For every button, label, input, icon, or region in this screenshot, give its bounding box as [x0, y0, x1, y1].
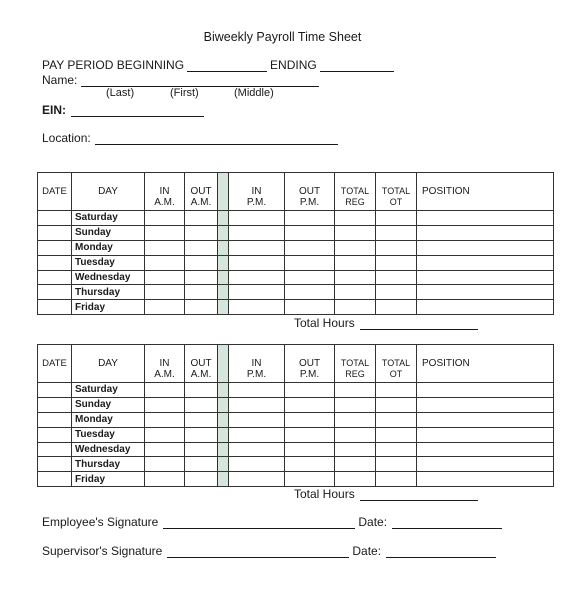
in-pm-cell[interactable]: [229, 397, 285, 412]
in-am-cell[interactable]: [145, 255, 185, 270]
table-row: [38, 427, 554, 442]
out-am-cell[interactable]: [185, 270, 218, 285]
table-row: [38, 412, 554, 427]
in-pm-cell[interactable]: [229, 300, 285, 315]
total-hours-field[interactable]: [360, 318, 478, 330]
in-pm-cell[interactable]: [229, 472, 285, 487]
out-am-cell[interactable]: [185, 442, 218, 457]
name-first-label: (First): [170, 87, 199, 99]
name-field[interactable]: [81, 75, 319, 87]
pay-period-beginning-field[interactable]: [187, 60, 267, 72]
out-pm-cell[interactable]: [285, 285, 335, 300]
ein-row: [42, 103, 207, 117]
position-cell[interactable]: [417, 472, 554, 487]
ein-field[interactable]: [71, 105, 204, 117]
position-cell[interactable]: [417, 225, 554, 240]
total-reg-cell[interactable]: [335, 285, 376, 300]
table-row: [38, 300, 554, 315]
in-am-cell[interactable]: [145, 427, 185, 442]
total-ot-cell[interactable]: [376, 285, 417, 300]
in-am-cell[interactable]: [145, 442, 185, 457]
day-cell: Monday: [72, 240, 145, 255]
in-am-cell[interactable]: [145, 397, 185, 412]
position-cell[interactable]: [417, 240, 554, 255]
header-day: DAY: [72, 345, 145, 383]
total-reg-cell[interactable]: [335, 442, 376, 457]
in-am-cell[interactable]: [145, 412, 185, 427]
day-cell: Sunday: [72, 225, 145, 240]
day-cell: Wednesday: [72, 442, 145, 457]
total-reg-cell[interactable]: [335, 457, 376, 472]
out-pm-cell[interactable]: [285, 442, 335, 457]
name-middle-label: (Middle): [234, 87, 274, 99]
out-am-cell[interactable]: [185, 412, 218, 427]
table-row: [38, 472, 554, 487]
table-row: [38, 397, 554, 412]
out-am-cell[interactable]: [185, 255, 218, 270]
location-field[interactable]: [95, 133, 338, 145]
ein-label: EIN:: [42, 103, 66, 117]
in-pm-cell[interactable]: [229, 270, 285, 285]
total-hours-label: Total Hours: [294, 487, 355, 501]
out-am-cell[interactable]: [185, 427, 218, 442]
day-cell: Thursday: [72, 457, 145, 472]
total-ot-cell[interactable]: [376, 270, 417, 285]
pay-period-ending-field[interactable]: [320, 60, 394, 72]
header-total-ot: TOTAL OT: [376, 173, 417, 211]
date-cell[interactable]: [38, 211, 72, 226]
total-ot-cell[interactable]: [376, 211, 417, 226]
out-am-cell[interactable]: [185, 457, 218, 472]
position-cell[interactable]: [417, 211, 554, 226]
total-hours-field[interactable]: [360, 489, 478, 501]
location-label: Location:: [42, 131, 91, 145]
date-cell[interactable]: [38, 412, 72, 427]
employee-signature-field[interactable]: [163, 517, 355, 529]
date-cell[interactable]: [38, 427, 72, 442]
out-am-cell[interactable]: [185, 285, 218, 300]
total-hours-row-week-1: [294, 316, 481, 330]
position-cell[interactable]: [417, 457, 554, 472]
date-cell[interactable]: [38, 270, 72, 285]
total-reg-cell[interactable]: [335, 412, 376, 427]
day-cell: Friday: [72, 300, 145, 315]
total-ot-cell[interactable]: [376, 240, 417, 255]
total-reg-cell[interactable]: [335, 427, 376, 442]
total-ot-cell[interactable]: [376, 397, 417, 412]
pay-period-beginning-label: PAY PERIOD BEGINNING: [42, 58, 185, 72]
in-am-cell[interactable]: [145, 383, 185, 398]
total-reg-cell[interactable]: [335, 383, 376, 398]
date-cell[interactable]: [38, 255, 72, 270]
supervisor-date-label: Date:: [352, 544, 382, 558]
week-2-body: [38, 383, 554, 487]
out-am-cell[interactable]: [185, 383, 218, 398]
timesheet-table-week-1: [37, 172, 554, 315]
total-ot-cell[interactable]: [376, 472, 417, 487]
in-am-cell[interactable]: [145, 285, 185, 300]
out-pm-cell[interactable]: [285, 211, 335, 226]
timesheet-table-week-2: [37, 344, 554, 487]
in-am-cell[interactable]: [145, 472, 185, 487]
total-ot-cell[interactable]: [376, 457, 417, 472]
out-pm-cell[interactable]: [285, 383, 335, 398]
table-row: [38, 255, 554, 270]
position-cell[interactable]: [417, 383, 554, 398]
date-cell[interactable]: [38, 285, 72, 300]
date-cell[interactable]: [38, 300, 72, 315]
total-ot-cell[interactable]: [376, 427, 417, 442]
table-row: [38, 383, 554, 398]
table-row: [38, 240, 554, 255]
header-in-pm: IN P.M.: [229, 345, 285, 383]
out-pm-cell[interactable]: [285, 225, 335, 240]
out-pm-cell[interactable]: [285, 472, 335, 487]
table-row: [38, 211, 554, 226]
position-cell[interactable]: [417, 270, 554, 285]
header-out-pm: OUT P.M.: [285, 173, 335, 211]
out-am-cell[interactable]: [185, 240, 218, 255]
position-cell[interactable]: [417, 255, 554, 270]
position-cell[interactable]: [417, 300, 554, 315]
table-row: [38, 285, 554, 300]
day-cell: Saturday: [72, 211, 145, 226]
total-reg-cell[interactable]: [335, 472, 376, 487]
out-am-cell[interactable]: [185, 472, 218, 487]
out-pm-cell[interactable]: [285, 427, 335, 442]
header-date: DATE: [38, 173, 72, 211]
in-pm-cell[interactable]: [229, 255, 285, 270]
out-pm-cell[interactable]: [285, 412, 335, 427]
location-row: [42, 131, 341, 145]
total-reg-cell[interactable]: [335, 211, 376, 226]
out-pm-cell[interactable]: [285, 270, 335, 285]
day-cell: Sunday: [72, 397, 145, 412]
out-am-cell[interactable]: [185, 300, 218, 315]
day-cell: Saturday: [72, 383, 145, 398]
day-cell: Friday: [72, 472, 145, 487]
week-1-body: [38, 211, 554, 315]
total-ot-cell[interactable]: [376, 255, 417, 270]
date-cell[interactable]: [38, 240, 72, 255]
separator-column: [218, 345, 229, 383]
out-pm-cell[interactable]: [285, 240, 335, 255]
total-reg-cell[interactable]: [335, 240, 376, 255]
header-position: POSITION: [417, 345, 554, 383]
total-hours-row-week-2: [294, 487, 481, 501]
employee-date-field[interactable]: [392, 517, 502, 529]
in-am-cell[interactable]: [145, 457, 185, 472]
header-out-am: OUT A.M.: [185, 345, 218, 383]
out-am-cell[interactable]: [185, 211, 218, 226]
day-cell: Thursday: [72, 285, 145, 300]
name-last-label: (Last): [106, 87, 135, 99]
out-pm-cell[interactable]: [285, 255, 335, 270]
name-row: [42, 73, 322, 87]
position-cell[interactable]: [417, 412, 554, 427]
out-am-cell[interactable]: [185, 225, 218, 240]
out-am-cell[interactable]: [185, 397, 218, 412]
position-cell[interactable]: [417, 397, 554, 412]
in-pm-cell[interactable]: [229, 412, 285, 427]
in-pm-cell[interactable]: [229, 383, 285, 398]
date-cell[interactable]: [38, 457, 72, 472]
header-out-pm: OUT P.M.: [285, 345, 335, 383]
in-pm-cell[interactable]: [229, 442, 285, 457]
header-day: DAY: [72, 173, 145, 211]
total-hours-label: Total Hours: [294, 316, 355, 330]
in-pm-cell[interactable]: [229, 240, 285, 255]
table-row: [38, 457, 554, 472]
total-reg-cell[interactable]: [335, 300, 376, 315]
total-ot-cell[interactable]: [376, 383, 417, 398]
in-pm-cell[interactable]: [229, 211, 285, 226]
total-ot-cell[interactable]: [376, 300, 417, 315]
in-pm-cell[interactable]: [229, 457, 285, 472]
name-label: Name:: [42, 73, 78, 87]
table-row: [38, 270, 554, 285]
in-am-cell[interactable]: [145, 225, 185, 240]
day-cell: Tuesday: [72, 255, 145, 270]
table-row: [38, 225, 554, 240]
in-pm-cell[interactable]: [229, 285, 285, 300]
date-cell[interactable]: [38, 472, 72, 487]
employee-signature-row: [42, 515, 505, 529]
in-am-cell[interactable]: [145, 240, 185, 255]
date-cell[interactable]: [38, 225, 72, 240]
day-cell: Wednesday: [72, 270, 145, 285]
date-cell[interactable]: [38, 442, 72, 457]
table-row: [38, 442, 554, 457]
date-cell[interactable]: [38, 397, 72, 412]
supervisor-signature-row: [42, 544, 499, 558]
out-pm-cell[interactable]: [285, 397, 335, 412]
total-ot-cell[interactable]: [376, 412, 417, 427]
header-in-pm: IN P.M.: [229, 173, 285, 211]
in-pm-cell[interactable]: [229, 225, 285, 240]
out-pm-cell[interactable]: [285, 300, 335, 315]
pay-period-row: [42, 58, 397, 72]
supervisor-date-field[interactable]: [386, 546, 496, 558]
total-reg-cell[interactable]: [335, 397, 376, 412]
out-pm-cell[interactable]: [285, 457, 335, 472]
supervisor-signature-label: Supervisor's Signature: [42, 544, 163, 558]
header-date: DATE: [38, 345, 72, 383]
day-cell: Monday: [72, 412, 145, 427]
position-cell[interactable]: [417, 442, 554, 457]
separator-column: [218, 173, 229, 211]
header-out-am: OUT A.M.: [185, 173, 218, 211]
document-title: Biweekly Payroll Time Sheet: [203, 30, 362, 44]
total-ot-cell[interactable]: [376, 442, 417, 457]
date-cell[interactable]: [38, 383, 72, 398]
employee-date-label: Date:: [358, 515, 388, 529]
employee-signature-label: Employee's Signature: [42, 515, 159, 529]
header-position: POSITION: [417, 173, 554, 211]
day-cell: Tuesday: [72, 427, 145, 442]
pay-period-ending-label: ENDING: [270, 58, 317, 72]
header-total-ot: TOTAL OT: [376, 345, 417, 383]
total-reg-cell[interactable]: [335, 225, 376, 240]
total-reg-cell[interactable]: [335, 270, 376, 285]
header-in-am: IN A.M.: [145, 173, 185, 211]
position-cell[interactable]: [417, 285, 554, 300]
header-total-reg: TOTAL REG: [335, 173, 376, 211]
header-total-reg: TOTAL REG: [335, 345, 376, 383]
header-in-am: IN A.M.: [145, 345, 185, 383]
in-am-cell[interactable]: [145, 211, 185, 226]
supervisor-signature-field[interactable]: [167, 546, 349, 558]
total-ot-cell[interactable]: [376, 225, 417, 240]
position-cell[interactable]: [417, 427, 554, 442]
in-am-cell[interactable]: [145, 270, 185, 285]
in-am-cell[interactable]: [145, 300, 185, 315]
in-pm-cell[interactable]: [229, 427, 285, 442]
total-reg-cell[interactable]: [335, 255, 376, 270]
